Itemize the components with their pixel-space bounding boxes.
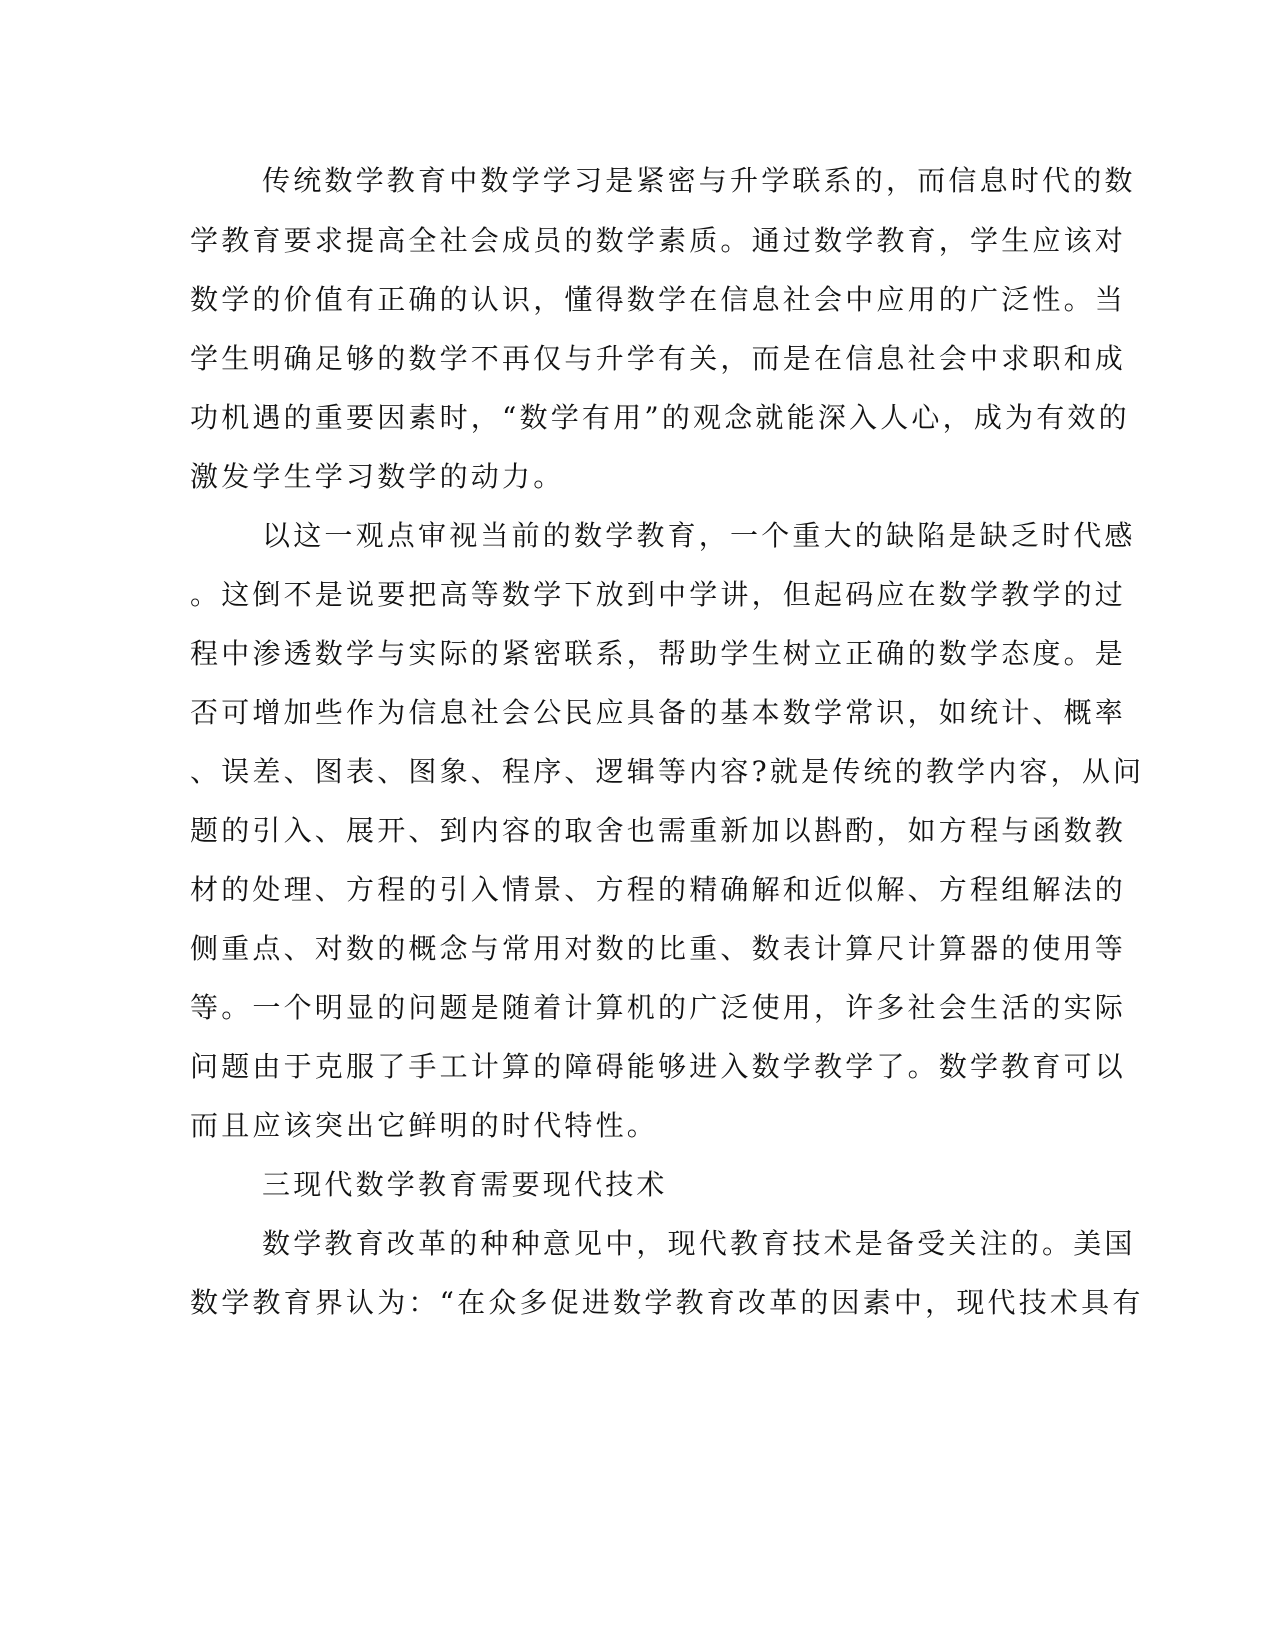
paragraph-line: 数学教育改革的种种意见中，现代教育技术是备受关注的。美国 <box>262 1227 1136 1260</box>
paragraph-line: 材的处理、方程的引入情景、方程的精确解和近似解、方程组解法的 <box>190 873 1127 906</box>
paragraph-line: 激发学生学习数学的动力。 <box>190 460 565 493</box>
paragraph-line: 问题由于克服了手工计算的障碍能够进入数学教学了。数学教育可以 <box>190 1050 1127 1083</box>
paragraph-line: 功机遇的重要因素时，“数学有用”的观念就能深入人心，成为有效的 <box>190 401 1130 434</box>
paragraph-line: 否可增加些作为信息社会公民应具备的基本数学常识，如统计、概率 <box>190 696 1127 729</box>
paragraph-line: 侧重点、对数的概念与常用对数的比重、数表计算尺计算器的使用等 <box>190 932 1127 965</box>
paragraph-line: 而且应该突出它鲜明的时代特性。 <box>190 1109 659 1142</box>
paragraph-line: 传统数学教育中数学学习是紧密与升学联系的，而信息时代的数 <box>262 164 1136 197</box>
paragraph-line: 等。一个明显的问题是随着计算机的广泛使用，许多社会生活的实际 <box>190 991 1127 1024</box>
paragraph-line: 学教育要求提高全社会成员的数学素质。通过数学教育，学生应该对 <box>190 224 1127 257</box>
paragraph-line: 学生明确足够的数学不再仅与升学有关，而是在信息社会中求职和成 <box>190 342 1127 375</box>
paragraph-line: 、误差、图表、图象、程序、逻辑等内容?就是传统的教学内容，从问 <box>190 755 1145 788</box>
paragraph-line: 以这一观点审视当前的数学教育，一个重大的缺陷是缺乏时代感 <box>262 519 1136 552</box>
paragraph-line: 。这倒不是说要把高等数学下放到中学讲，但起码应在数学教学的过 <box>190 578 1127 611</box>
paragraph-line: 数学教育界认为：“在众多促进数学教育改革的因素中，现代技术具有 <box>190 1286 1144 1319</box>
paragraph-line: 数学的价值有正确的认识，懂得数学在信息社会中应用的广泛性。当 <box>190 283 1127 316</box>
section-heading: 三现代数学教育需要现代技术 <box>262 1168 668 1201</box>
paragraph-line: 题的引入、展开、到内容的取舍也需重新加以斟酌，如方程与函数教 <box>190 814 1127 847</box>
paragraph-line: 程中渗透数学与实际的紧密联系，帮助学生树立正确的数学态度。是 <box>190 637 1127 670</box>
